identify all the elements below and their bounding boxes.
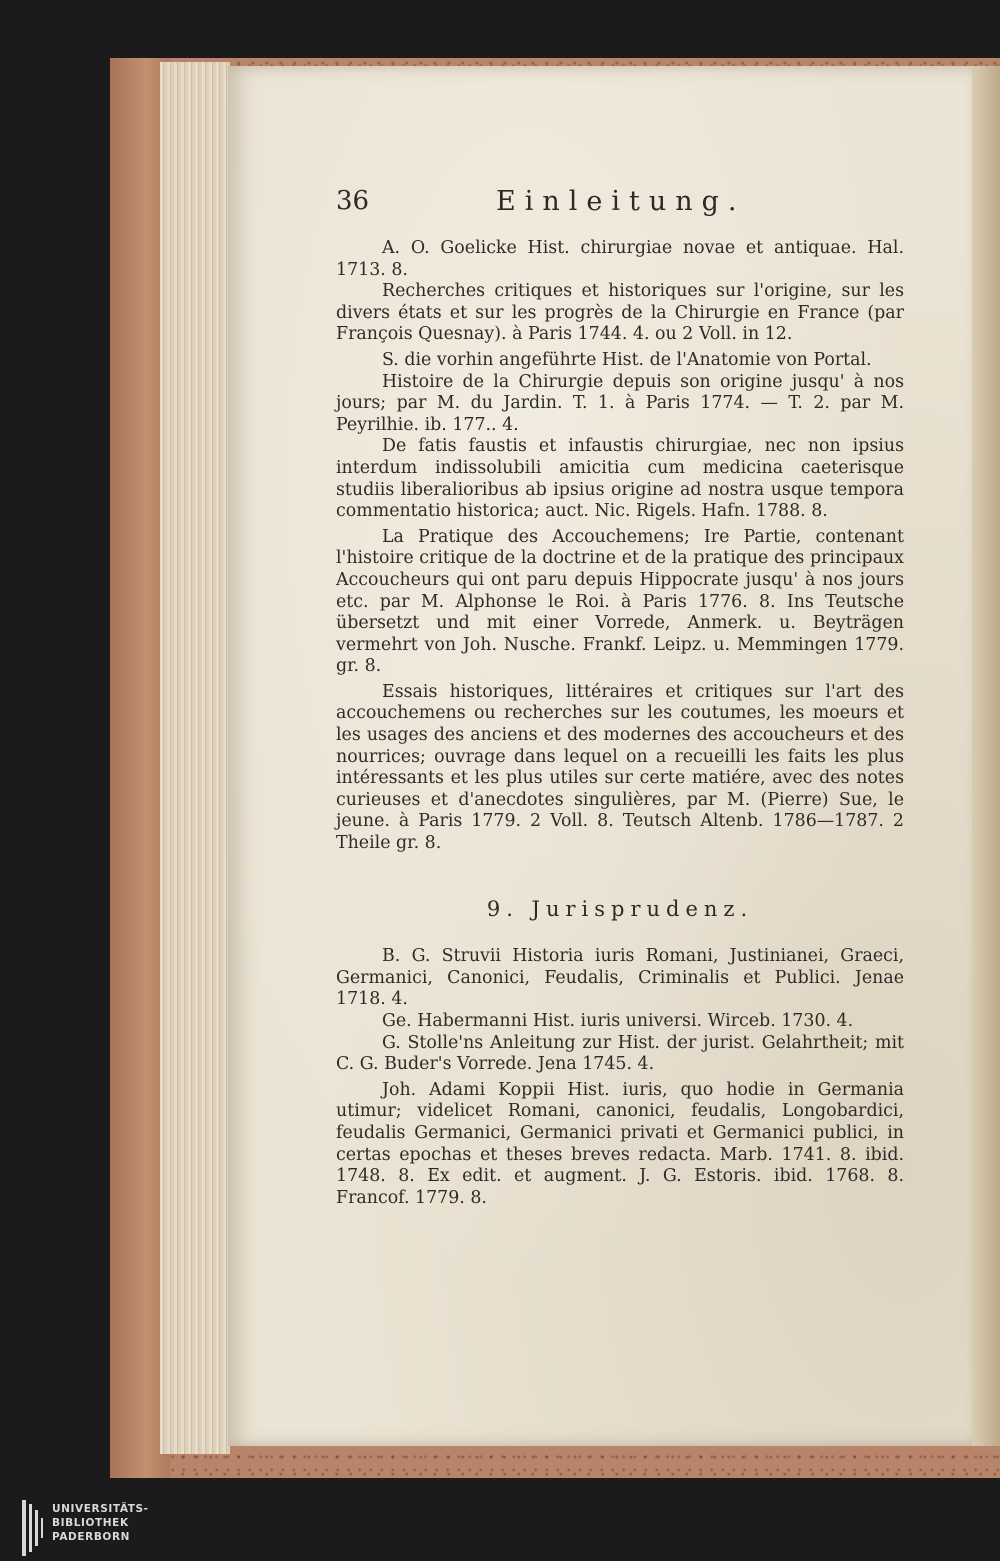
paragraph-koppii: Joh. Adami Koppii Hist. iuris, quo hodie in Germania utimur; videlicet Romani, canonici, feudalis, Longobardici, feudalis Germanici, Germanici privati et Germanici publici, in certas epochas et theses breves redacta. Marb. 1741. 8. ibid. 1748. 8. Ex edit. et augment. J. G. Estoris. ibid. 1768. 8. Francof. 1779. 8. bbox=[336, 1079, 904, 1208]
logo-line-2: BIBLIOTHEK bbox=[52, 1517, 129, 1529]
running-head: Einleitung. bbox=[496, 186, 746, 217]
paragraph-stolle: G. Stolle'ns Anleitung zur Hist. der jurist. Gelahrtheit; mit C. G. Buder's Vorrede. Jena 1745. 4. bbox=[336, 1032, 904, 1075]
paragraph-sue: Essais historiques, littéraires et critiques sur l'art des accouchemens ou recherches sur les coutumes, les moeurs et les usages des anciens et des modernes des accoucheurs et des nourrices; ouvrage dans lequel on a recueilli les faits les plus intéressants et les plus utiles sur certe matiére, avec des notes curieuses et d'anecdotes singulières, par M. (Pierre) Sue, le jeune. à Paris 1779. 2 Voll. 8. Teutsch Altenb. 1786—1787. 2 Theile gr. 8. bbox=[336, 681, 904, 854]
page-number: 36 bbox=[336, 186, 370, 216]
paragraph-le-roi: La Pratique des Accouchemens; Ire Partie, contenant l'histoire critique de la doctrine et de la pratique des principaux Accoucheurs qui ont paru depuis Hippocrate jusqu' à nos jours etc. par M. Alphonse le Roi. à Paris 1776. 8. Ins Teutsche übersetzt und mit einer Vorrede, Anmerk. u. Beyträgen vermehrt von Joh. Nusche. Frankf. Leipz. u. Memmingen 1779. gr. 8. bbox=[336, 526, 904, 677]
library-logo-mark-icon bbox=[22, 1500, 44, 1556]
library-logo bbox=[22, 1500, 222, 1556]
paragraph-jardin: Histoire de la Chirurgie depuis son origine jusqu' à nos jours; par M. du Jardin. T. 1. à Paris 1774. — T. 2. par M. Peyrilhie. ib. 177.. 4. bbox=[336, 371, 904, 435]
page-stack-edges bbox=[160, 62, 230, 1454]
paragraph-quesnay: Recherches critiques et historiques sur l'origine, sur les divers états et sur les progrès de la Chirurgie en France (par François Quesnay). à Paris 1744. 4. ou 2 Voll. in 12. bbox=[336, 281, 904, 345]
paragraph-struvii: B. G. Struvii Historia iuris Romani, Justinianei, Graeci, Germanici, Canonici, Feudalis, Criminalis et Publici. Jenae 1718. 4. bbox=[336, 946, 904, 1010]
paragraph-goelicke: A. O. Goelicke Hist. chirurgiae novae et antiquae. Hal. 1713. 8. bbox=[336, 238, 904, 280]
page-header bbox=[336, 186, 904, 226]
section-heading: 9. Jurisprudenz. bbox=[486, 896, 754, 921]
logo-line-3: PADERBORN bbox=[52, 1531, 131, 1543]
library-logo-text bbox=[52, 1502, 149, 1544]
page-body bbox=[336, 238, 904, 1209]
page-right-edge bbox=[972, 66, 1000, 1446]
paragraph-habermanni: Ge. Habermanni Hist. iuris universi. Wirceb. 1730. 4. bbox=[382, 1011, 854, 1031]
logo-line-1: UNIVERSITÄTS- bbox=[52, 1503, 149, 1515]
paragraph-portal: S. die vorhin angeführte Hist. de l'Anatomie von Portal. bbox=[382, 349, 872, 370]
paragraph-rigels: De fatis faustis et infaustis chirurgiae, nec non ipsius interdum indissolubili amicitia cum medicina caeterisque studiis liberalioribus ab ipsius origine ad nostra usque tempora commentatio historica; auct. Nic. Rigels. Hafn. 1788. 8. bbox=[336, 436, 904, 522]
